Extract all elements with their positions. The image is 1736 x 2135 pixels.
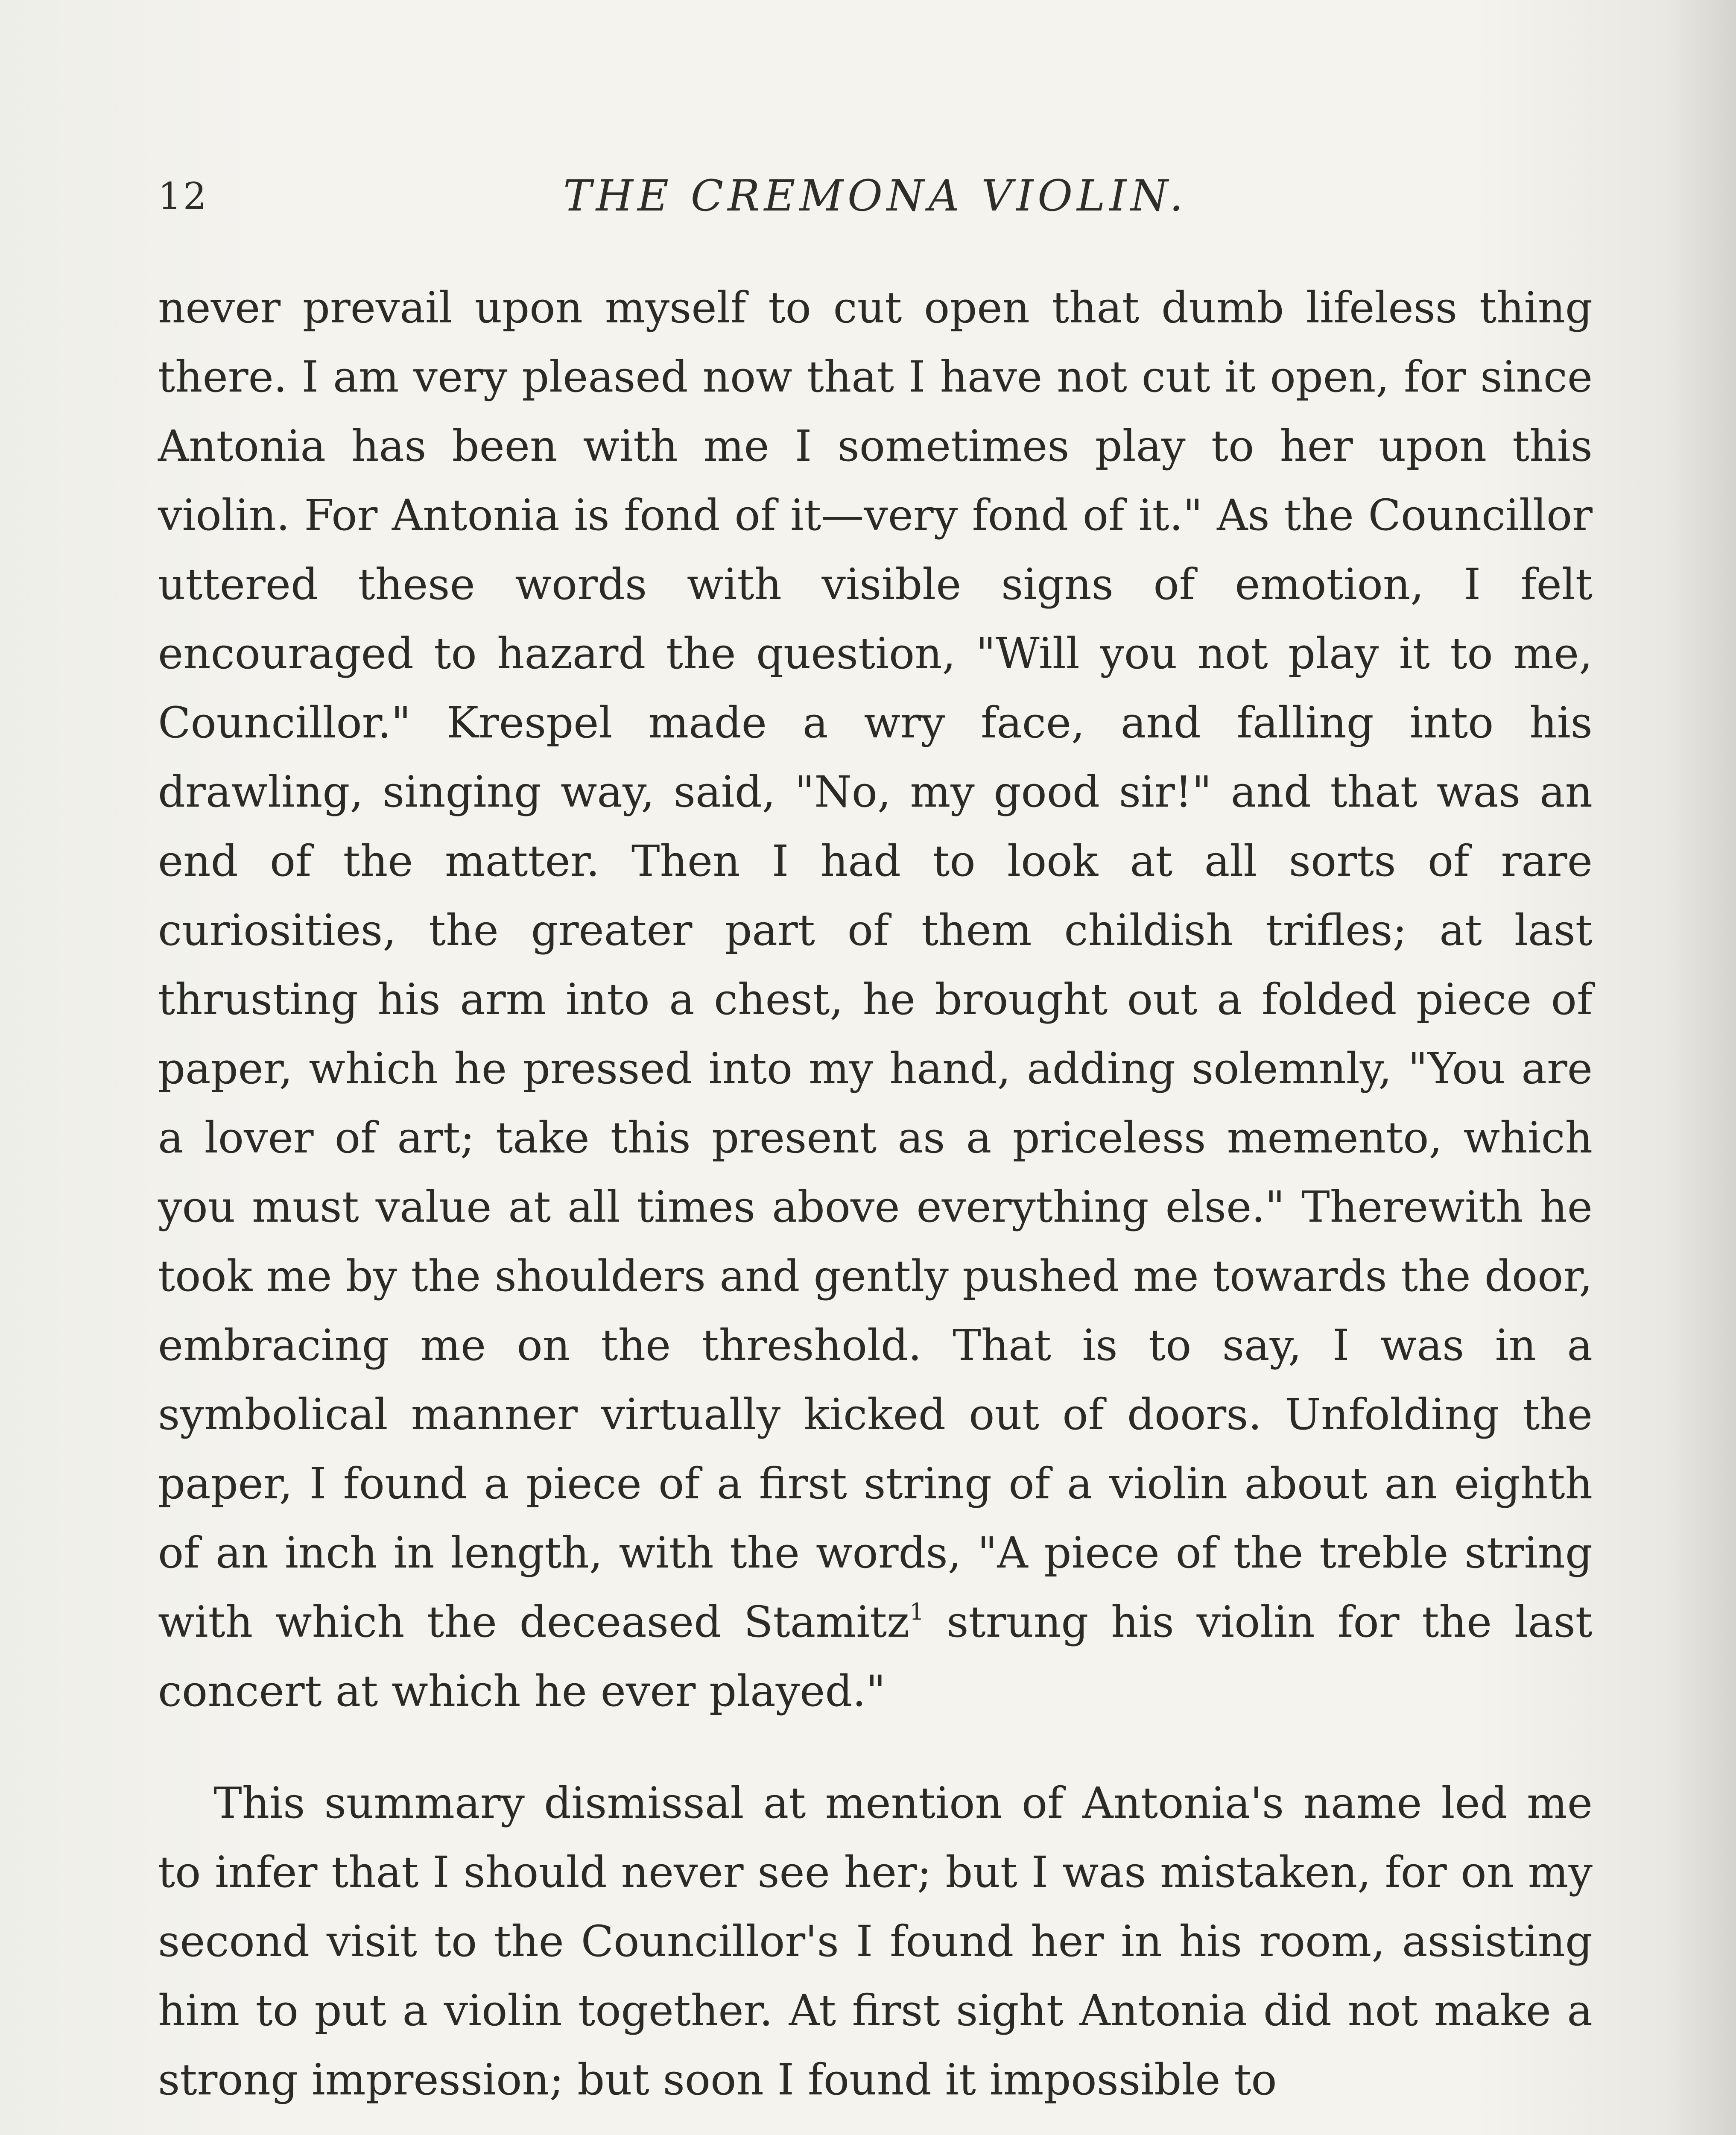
paragraph [158, 273, 1593, 1726]
body-text [158, 273, 1593, 2115]
page-number: 12 [158, 175, 208, 218]
paragraph: This summary dismissal at mention of Antonia's name led me to infer that I should never see her; but I was mistaken, for on my second visit to the Councillor's I found her in his room, assisting him to put a violin together. At first sight Antonia did not make a strong impression; but soon I found it impossible to [158, 1778, 1593, 2105]
running-title: THE CREMONA VIOLIN. [563, 171, 1187, 221]
page-header [158, 158, 1593, 226]
paragraph-text: never prevail upon myself to cut open that dumb lifeless thing there. I am very pleased now that I have not cut it open, for since Antonia has been with me I sometimes play to her upon this violin. For Antonia is fond of it—very fond of it." As the Councillor uttered these words with visible signs of emotion, I felt encouraged to hazard the question, "Will you not play it to me, Councillor." Krespel made a wry face, and falling into his drawling, singing way, said, "No, my good sir!" and that was an end of the matter. Then I had to look at all sorts of rare curiosities, the greater part of them childish trifles; at last thrusting his arm into a chest, he brought out a folded piece of paper, which he pressed into my hand, adding solemnly, "You are a lover of art; take this present as a priceless memento, which you must value at all times above everything else." Therewith he took me by the shoulders and gently pushed me towards the door, embracing me on the threshold. That is to say, I was in a symbolical manner virtually kicked out of doors. Unfolding the paper, I found a piece of a first string of a violin about an eighth of an inch in length, with the words, "A piece of the treble string with which the deceased Stamitz [158, 283, 1593, 1647]
footnote-reference: 1 [909, 1598, 924, 1625]
paragraph-text-continued: strung his violin for the last concert at which he ever played." [158, 1597, 1593, 1716]
